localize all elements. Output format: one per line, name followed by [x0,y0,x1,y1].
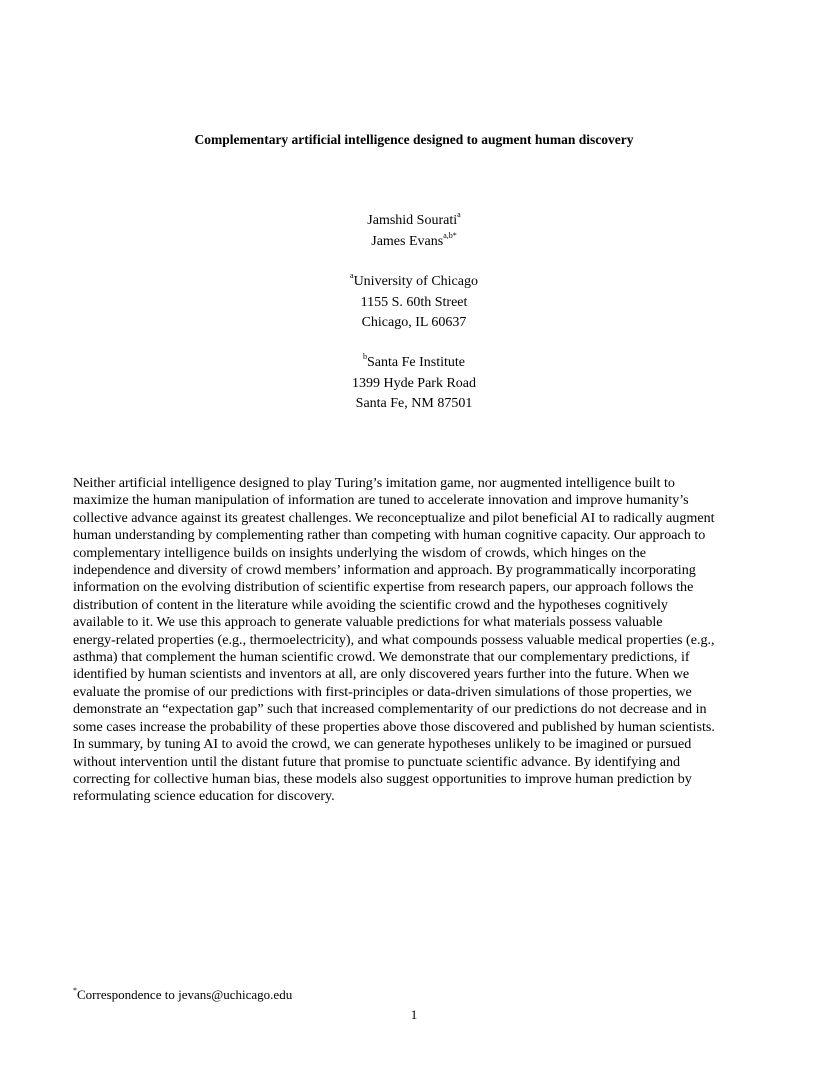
abstract-line: complementary intelligence builds on insights underlying the wisdom of crowds, which hinges on the [73,544,647,561]
affiliation-a [0,272,828,334]
abstract-line: collective advance against its greatest challenges. We reconceptualize and pilot beneficial AI to radically augment [73,509,715,526]
abstract-line: independence and diversity of crowd members’ information and approach. By programmatically incorporating [73,562,696,579]
abstract-line: information on the evolving distribution of scientific expertise from research papers, our approach follows the [73,579,694,596]
page-number: 1 [410,1007,418,1022]
abstract-line: In summary, by tuning AI to avoid the crowd, we can generate hypotheses unlikely to be imagined or pursued [73,736,692,753]
affiliation-b-mark: b [363,352,367,362]
affiliation-b-line-3: Santa Fe, NM 87501 [355,396,473,411]
abstract-line: without intervention until the distant future that promise to punctuate scientific advance. By identifying and [73,753,681,770]
affiliation-b [0,353,828,415]
author-1 [0,211,828,232]
affiliation-a-mark: a [350,271,354,281]
abstract-line: evaluate the promise of our predictions with first-principles or data-driven simulations of those properties, we [73,683,692,700]
footnote-text: Correspondence to jevans@uchicago.edu [77,987,293,1002]
abstract-line: reformulating science education for discovery. [73,788,335,805]
abstract-line: demonstrate an “expectation gap” such that increased complementarity of our predictions do not decrease and in [73,701,707,718]
paper-title: Complementary artificial intelligence designed to augment human discovery [194,132,634,147]
abstract-line: asthma) that complement the human scientific crowd. We demonstrate that our complementary predictions, if [73,649,690,666]
author-2-name: James Evans [371,233,444,249]
affiliation-a-institution: University of Chicago [353,274,478,289]
author-list [0,211,828,252]
abstract-line: some cases increase the probability of these properties above those discovered and published by human scientists. [73,718,715,735]
abstract-line: human understanding by complementing rather than competing with human cognitive capacity. Our approach to [73,527,706,544]
affiliation-b-line-2: 1399 Hyde Park Road [351,375,477,391]
author-1-affiliation-mark: a [457,210,461,220]
correspondence-footnote [73,986,292,1004]
author-2 [0,232,828,253]
affiliation-a-line-1 [0,272,828,293]
footnote-mark: * [73,985,77,995]
abstract-line: correcting for collective human bias, these models also suggest opportunities to improve human prediction by [73,770,692,787]
abstract-line: available to it. We use this approach to generate valuable predictions for what materials possess valuable [73,614,663,631]
affiliation-b-line-1 [0,353,828,374]
abstract-line: energy-related properties (e.g., thermoelectricity), and what compounds possess valuable medical properties (e.g., [73,631,715,648]
abstract-line: maximize the human manipulation of information are tuned to accelerate innovation and improve humanity’s [73,492,689,509]
abstract-line: identified by human scientists and inventors at all, are only discovered years further into the future. When we [73,666,690,683]
abstract [73,475,763,806]
author-1-name: Jamshid Sourati [367,213,458,228]
abstract-line: Neither artificial intelligence designed to play Turing’s imitation game, nor augmented intelligence built to [73,475,675,491]
affiliation-a-line-2: 1155 S. 60th Street [360,294,468,310]
author-2-affiliation-mark: a,b* [443,230,457,240]
affiliation-b-institution: Santa Fe Institute [367,355,465,370]
affiliation-a-line-3: Chicago, IL 60637 [361,315,467,330]
abstract-line: distribution of content in the literature while avoiding the scientific crowd and the hypotheses cognitively [73,596,668,613]
